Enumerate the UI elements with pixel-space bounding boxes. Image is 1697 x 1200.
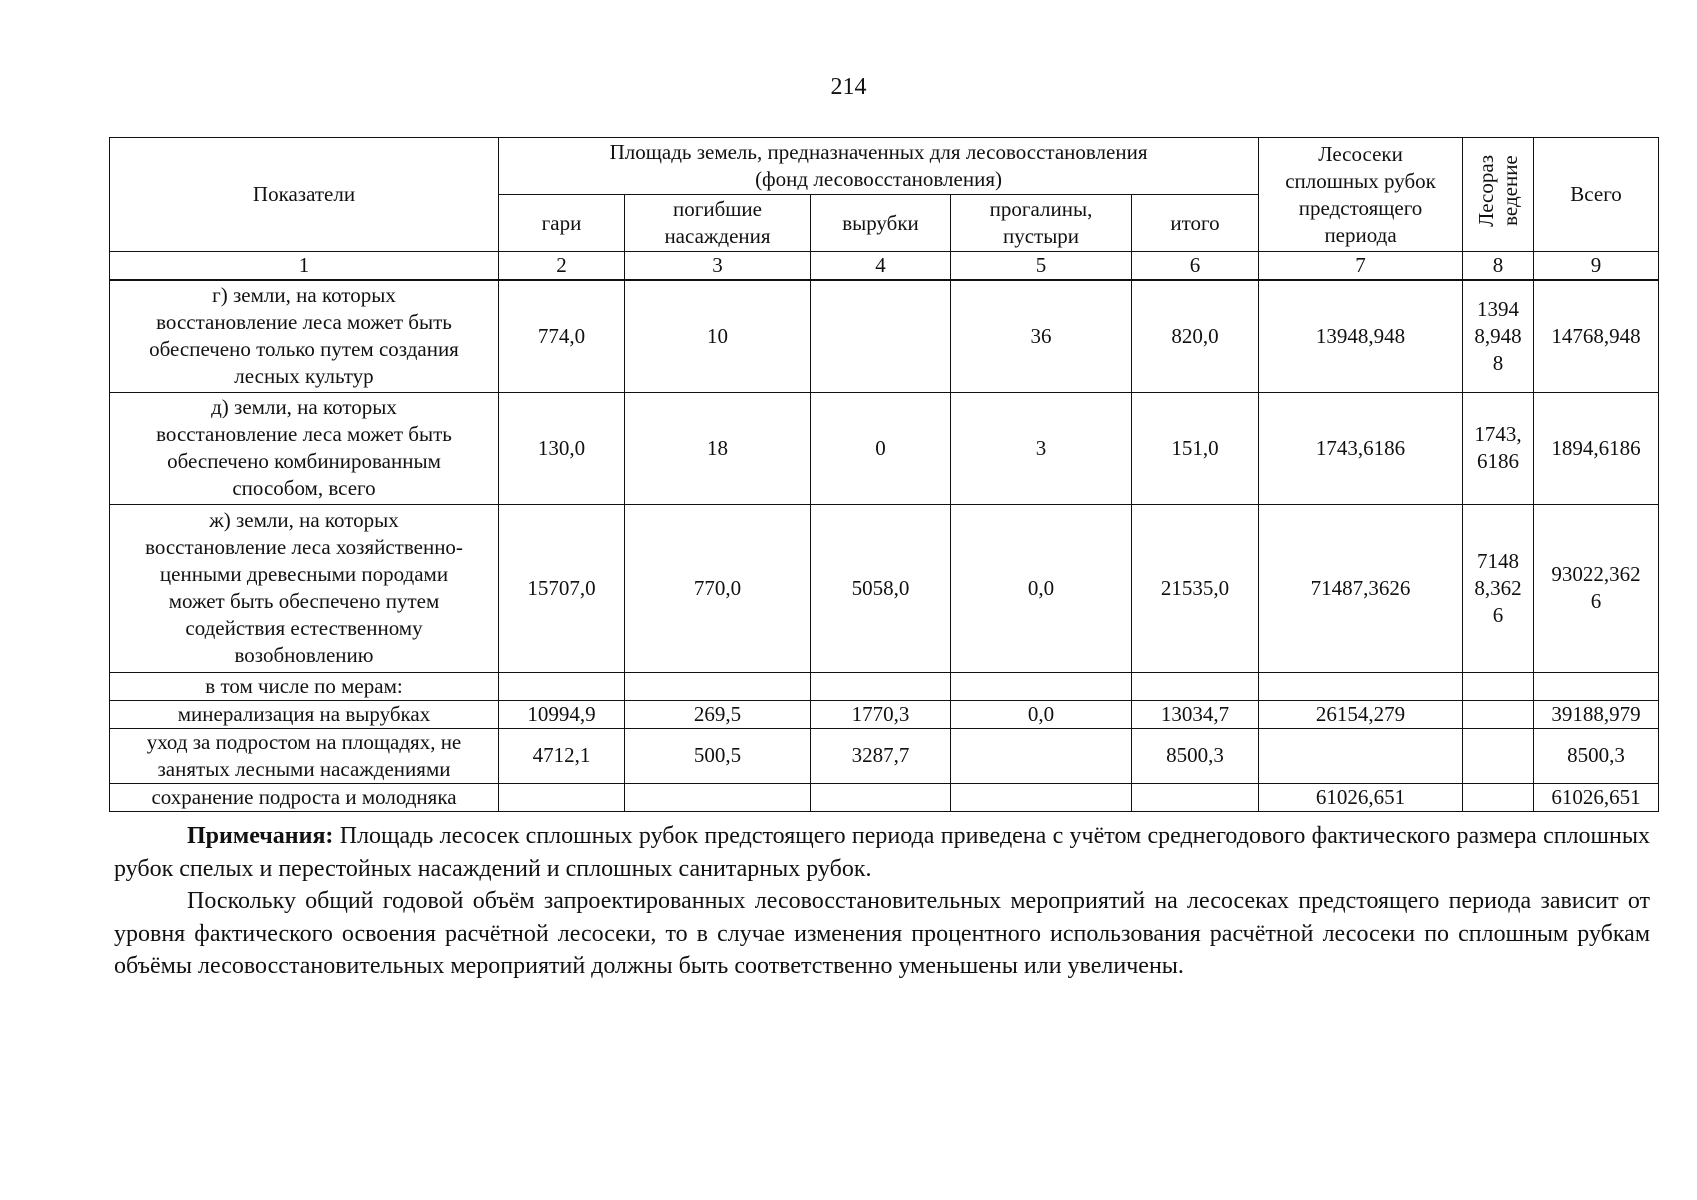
row-label [110, 672, 499, 700]
row-label-line: уход за подростом на площадях, не [146, 729, 462, 754]
header-forest-breeding-line2: ведение [1498, 155, 1523, 227]
all-cell [1534, 280, 1659, 392]
header-total-area: итого [1132, 195, 1259, 252]
header-indicators: Показатели [110, 138, 499, 252]
column-number: 7 [1259, 252, 1463, 281]
header-forest-breeding-line1: Лесораз [1474, 155, 1499, 227]
all-cell [1534, 672, 1659, 700]
total-area-cell [1132, 672, 1259, 700]
column-number: 4 [811, 252, 951, 281]
row-label-line: обеспечено комбинированным [167, 449, 441, 473]
forest-breeding-cell [1463, 728, 1534, 783]
glades-cell [951, 672, 1132, 700]
dead-stands-cell: 500,5 [625, 728, 811, 783]
burns-cell: 15707,0 [499, 504, 625, 672]
table-row [110, 728, 1659, 783]
header-forest-breeding-vertical [1474, 155, 1522, 227]
total-area-cell: 820,0 [1132, 280, 1259, 392]
forest-breeding-cell [1463, 783, 1534, 811]
forest-breeding-line: 8 [1492, 350, 1504, 375]
forest-breeding-line: 6 [1492, 602, 1504, 627]
header-glades [951, 195, 1132, 252]
reforestation-table [109, 137, 1659, 812]
header-burns: гари [499, 195, 625, 252]
all-line: 39188,979 [1551, 701, 1641, 726]
column-number: 6 [1132, 252, 1259, 281]
row-label-line: г) земли, на которых [212, 283, 396, 308]
total-area-cell: 8500,3 [1132, 728, 1259, 783]
row-label-line: ж) земли, на которых [209, 508, 399, 532]
clearcut-cell [1259, 672, 1463, 700]
total-area-cell: 13034,7 [1132, 700, 1259, 728]
dead-stands-cell [625, 672, 811, 700]
clearcut-cell: 1743,6186 [1259, 392, 1463, 504]
table-row [110, 504, 1659, 672]
cuttings-cell: 5058,0 [811, 504, 951, 672]
row-label-line: восстановление леса хозяйственно- [145, 535, 463, 559]
all-line: 6 [1590, 589, 1602, 613]
notes-label: Примечания: [187, 823, 334, 849]
glades-cell: 0,0 [951, 700, 1132, 728]
forest-breeding-line: 6186 [1477, 449, 1520, 473]
forest-breeding-cell [1463, 504, 1534, 672]
note-paragraph-1 [114, 820, 1650, 885]
notes [114, 820, 1650, 983]
forest-breeding-cell [1463, 700, 1534, 728]
table-row [110, 280, 1659, 392]
column-number: 1 [110, 252, 499, 281]
clearcut-cell: 61026,651 [1259, 783, 1463, 811]
row-label-line: обеспечено только путем создания [149, 337, 459, 362]
header-cuttings: вырубки [811, 195, 951, 252]
burns-cell [499, 672, 625, 700]
row-label [110, 280, 499, 392]
row-label-line: сохранение подроста и молодняка [151, 784, 457, 809]
row-label-line: лесных культур [234, 364, 374, 389]
header-clearcut-line4: периода [1324, 222, 1397, 247]
glades-cell: 3 [951, 392, 1132, 504]
all-line: 93022,362 [1551, 562, 1641, 586]
dead-stands-cell [625, 783, 811, 811]
forest-breeding-cell [1463, 392, 1534, 504]
cuttings-cell: 0 [811, 392, 951, 504]
note-paragraph-2: Поскольку общий годовой объём запроектированных лесовосстановительных мероприятий на лесосеках предстоящего периода зависит от уровня фактического освоения расчётной лесосеки, то в случае изменения процентного использования расчётной лесосеки по сплошным рубкам объёмы лесовосстановительных мероприятий должны быть соответственно уменьшены или увеличены. [114, 888, 1650, 979]
header-dead-stands-line2: насаждения [664, 224, 771, 248]
all-line: 14768,948 [1551, 323, 1641, 348]
row-label-line: возобновлению [234, 643, 374, 667]
clearcut-cell: 26154,279 [1259, 700, 1463, 728]
burns-cell: 10994,9 [499, 700, 625, 728]
column-number: 8 [1463, 252, 1534, 281]
clearcut-cell: 13948,948 [1259, 280, 1463, 392]
row-label [110, 783, 499, 811]
header-clearcut [1259, 138, 1463, 252]
cuttings-cell [811, 280, 951, 392]
dead-stands-cell: 18 [625, 392, 811, 504]
column-number: 9 [1534, 252, 1659, 281]
table-row [110, 700, 1659, 728]
all-line: 8500,3 [1567, 743, 1625, 767]
row-label-line: содействия естественному [185, 616, 423, 640]
burns-cell [499, 783, 625, 811]
clearcut-cell: 71487,3626 [1259, 504, 1463, 672]
row-label [110, 392, 499, 504]
all-cell [1534, 392, 1659, 504]
all-line: 1894,6186 [1551, 435, 1641, 460]
header-area-group [499, 138, 1259, 195]
forest-breeding-cell [1463, 672, 1534, 700]
row-label-line: занятых лесными насаждениями [157, 756, 451, 781]
total-area-cell [1132, 783, 1259, 811]
row-label-line: в том числе по мерам: [205, 673, 403, 698]
row-label [110, 700, 499, 728]
forest-breeding-line: 1394 [1477, 296, 1520, 321]
forest-breeding-line: 8,948 [1474, 323, 1522, 348]
all-cell [1534, 504, 1659, 672]
clearcut-cell [1259, 728, 1463, 783]
row-label [110, 504, 499, 672]
header-all: Всего [1534, 138, 1659, 252]
table-row [110, 392, 1659, 504]
total-area-cell: 151,0 [1132, 392, 1259, 504]
burns-cell: 130,0 [499, 392, 625, 504]
cuttings-cell [811, 672, 951, 700]
forest-breeding-line: 7148 [1477, 548, 1520, 573]
row-label-line: минерализация на вырубках [177, 701, 431, 726]
header-forest-breeding [1463, 138, 1534, 252]
forest-breeding-line: 1743, [1474, 422, 1522, 446]
row-label-line: д) земли, на которых [211, 395, 397, 419]
table-row [110, 672, 1659, 700]
glades-cell [951, 783, 1132, 811]
row-label-line: способом, всего [232, 476, 376, 500]
total-area-cell: 21535,0 [1132, 504, 1259, 672]
row-label-line: может быть обеспечено путем [168, 589, 440, 613]
column-number: 3 [625, 252, 811, 281]
all-cell [1534, 728, 1659, 783]
glades-cell: 36 [951, 280, 1132, 392]
all-cell [1534, 783, 1659, 811]
row-label [110, 728, 499, 783]
dead-stands-cell: 770,0 [625, 504, 811, 672]
header-glades-line2: пустыри [1002, 224, 1080, 248]
cuttings-cell: 1770,3 [811, 700, 951, 728]
header-dead-stands-line1: погибшие [672, 197, 762, 221]
page-number: 214 [830, 74, 867, 100]
header-dead-stands [625, 195, 811, 252]
header-area-group-line1: Площадь земель, предназначенных для лесовосстановления [609, 140, 1148, 164]
header-area-group-line2: (фонд лесовосстановления) [755, 167, 1002, 191]
column-number: 5 [951, 252, 1132, 281]
dead-stands-cell: 10 [625, 280, 811, 392]
glades-cell [951, 728, 1132, 783]
row-label-line: восстановление леса может быть [156, 422, 452, 446]
header-glades-line1: прогалины, [989, 197, 1093, 221]
row-label-line: восстановление леса может быть [156, 310, 452, 335]
header-clearcut-line2: сплошных рубок [1285, 168, 1436, 193]
burns-cell: 774,0 [499, 280, 625, 392]
row-label-line: ценными древесными породами [159, 562, 449, 586]
dead-stands-cell: 269,5 [625, 700, 811, 728]
table-row [110, 783, 1659, 811]
column-number: 2 [499, 252, 625, 281]
all-cell [1534, 700, 1659, 728]
burns-cell: 4712,1 [499, 728, 625, 783]
glades-cell: 0,0 [951, 504, 1132, 672]
all-line: 61026,651 [1551, 784, 1641, 809]
forest-breeding-cell [1463, 280, 1534, 392]
forest-breeding-line: 8,362 [1474, 575, 1522, 600]
cuttings-cell: 3287,7 [811, 728, 951, 783]
header-clearcut-line1: Лесосеки [1318, 141, 1403, 166]
header-clearcut-line3: предстоящего [1298, 195, 1423, 220]
column-numbers-row [110, 252, 1659, 281]
cuttings-cell [811, 783, 951, 811]
note-1-text: Площадь лесосек сплошных рубок предстоящего периода приведена с учётом среднегодового фактического размера сплошных рубок спелых и перестойных насаждений и сплошных санитарных рубок. [114, 823, 1651, 882]
